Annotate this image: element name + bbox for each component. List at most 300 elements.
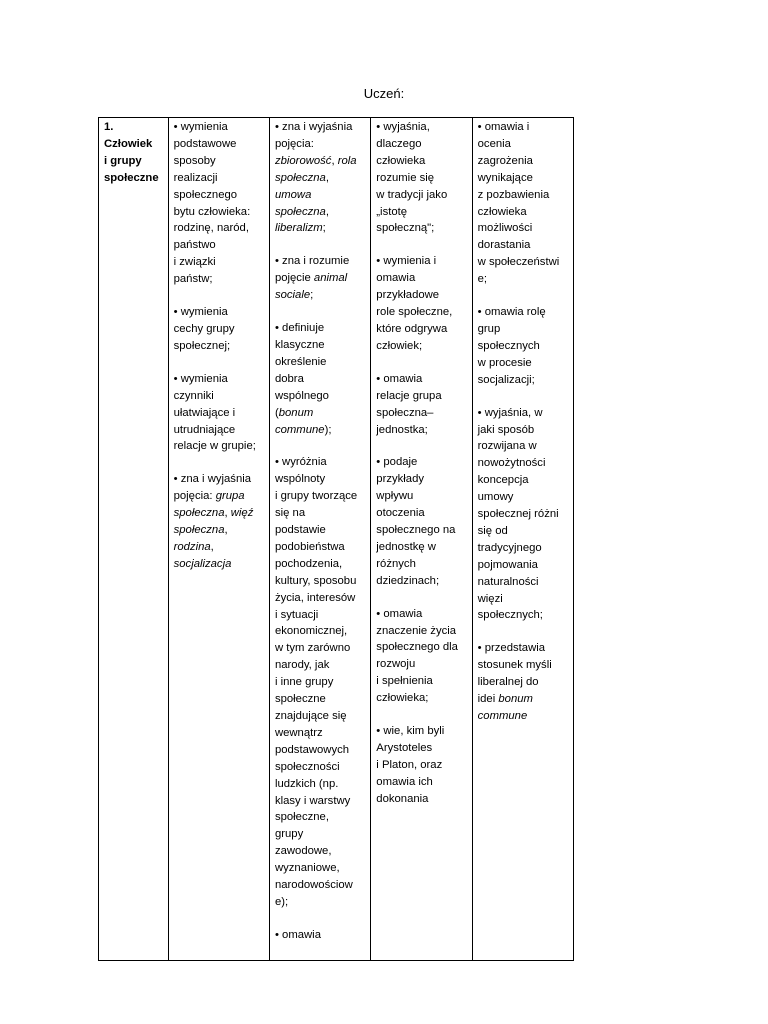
- item-line: [376, 153, 467, 170]
- item-text: przykłady: [376, 473, 425, 486]
- item-line: [275, 793, 366, 810]
- item-text: znaczenie życia: [376, 624, 457, 637]
- requirements-column: [371, 118, 472, 961]
- item-line: [478, 472, 569, 489]
- curriculum-table: [98, 117, 574, 961]
- item-line: [275, 708, 366, 725]
- item-text: pojęcia:: [274, 137, 314, 150]
- item-line: [376, 690, 467, 707]
- item-text: człowieka: [376, 154, 426, 167]
- item-line: [275, 320, 366, 337]
- item-text: państwo: [173, 239, 216, 252]
- item-line: [376, 471, 467, 488]
- item-text: społeczne,: [274, 811, 329, 824]
- list-item: [376, 606, 467, 707]
- item-text: pojęcie: [274, 272, 314, 285]
- item-text: człowieka: [477, 205, 527, 218]
- item-text: które odgrywa: [376, 322, 448, 335]
- item-text: i inne grupy: [274, 676, 334, 689]
- item-line: [376, 338, 467, 355]
- item-text: rodzinę, naród,: [173, 222, 249, 235]
- item-line: [478, 187, 569, 204]
- topic-line: Człowiek: [104, 137, 153, 150]
- item-text: grup: [477, 322, 501, 335]
- item-line: [174, 271, 265, 288]
- item-line: [275, 187, 366, 204]
- item-text: zawodowe,: [274, 845, 332, 858]
- list-item: [174, 371, 265, 456]
- item-line: [478, 220, 569, 237]
- item-line: [275, 405, 366, 422]
- item-text: sposoby: [173, 154, 216, 167]
- item-line: [376, 136, 467, 153]
- item-line: [275, 674, 366, 691]
- item-line: [478, 237, 569, 254]
- item-line: [376, 170, 467, 187]
- item-text: • wymienia i: [376, 255, 437, 268]
- item-text: idei: [477, 693, 499, 706]
- item-line: [478, 254, 569, 271]
- item-text: narodowościow: [274, 879, 353, 892]
- item-text: podstawowe: [173, 137, 237, 150]
- item-text: znajdujące się: [274, 710, 347, 722]
- item-line: [275, 776, 366, 793]
- item-text: • wyróżnia: [274, 456, 327, 469]
- item-line: [275, 471, 366, 488]
- item-line: [376, 204, 467, 221]
- item-text: ;: [310, 289, 314, 302]
- item-text: zagrożenia: [477, 154, 533, 167]
- item-line: [174, 338, 265, 355]
- item-text: • wymienia: [173, 306, 228, 319]
- item-line: [174, 471, 265, 488]
- list-item: [376, 723, 467, 808]
- item-line: [478, 372, 569, 389]
- item-text: rozwijana w: [477, 440, 537, 453]
- item-line: [376, 270, 467, 287]
- item-line: [376, 220, 467, 237]
- item-text: określenie: [274, 355, 327, 368]
- item-text: e;: [477, 273, 488, 286]
- item-line: [275, 170, 366, 187]
- item-text: pojmowania: [477, 558, 538, 571]
- item-line: [174, 187, 265, 204]
- item-text: dorastania: [477, 239, 531, 252]
- item-line: [376, 187, 467, 204]
- item-text: wspólnoty: [274, 473, 326, 486]
- item-text: z pozbawienia: [477, 188, 550, 201]
- item-text: społeczna: [274, 171, 326, 184]
- item-line: [478, 170, 569, 187]
- item-line: [478, 489, 569, 506]
- item-text: rozumie się: [376, 171, 435, 184]
- item-line: [174, 237, 265, 254]
- item-text: człowieka;: [376, 692, 429, 705]
- item-text: społecznych: [477, 339, 540, 352]
- item-text: w procesie: [477, 356, 532, 369]
- item-text: wyznaniowe,: [274, 862, 340, 875]
- item-text: cechy grupy: [173, 322, 235, 335]
- item-line: [376, 774, 467, 791]
- item-line: [275, 204, 366, 221]
- item-text: • omawia: [376, 607, 423, 620]
- item-line: [376, 119, 467, 136]
- item-line: [174, 136, 265, 153]
- item-line: [478, 204, 569, 221]
- item-line: [275, 454, 366, 471]
- item-text: wynikające: [477, 171, 533, 184]
- item-text: • wyjaśnia, w: [477, 406, 543, 419]
- item-text: ułatwiające i: [173, 406, 236, 419]
- item-line: [275, 826, 366, 843]
- item-line: [174, 254, 265, 271]
- item-line: [174, 388, 265, 405]
- item-text: w tradycji jako: [376, 188, 448, 201]
- item-line: [376, 422, 467, 439]
- item-line: [275, 539, 366, 556]
- item-line: [376, 405, 467, 422]
- item-text: rodzina: [173, 540, 211, 553]
- item-line: [376, 606, 467, 623]
- topic-line: społeczne: [104, 171, 159, 184]
- item-text: społecznej różni: [477, 508, 559, 521]
- item-line: [478, 422, 569, 439]
- list-item: [376, 119, 467, 237]
- item-line: [376, 740, 467, 757]
- item-line: [376, 321, 467, 338]
- item-line: [478, 523, 569, 540]
- item-text: umowy: [477, 491, 514, 504]
- item-text: i sytuacji: [274, 608, 319, 621]
- list-item: [376, 371, 467, 439]
- item-text: sociale: [274, 289, 311, 302]
- item-text: i grupy tworzące: [274, 490, 358, 503]
- item-line: [376, 556, 467, 573]
- item-text: bytu człowieka:: [173, 205, 251, 218]
- item-text: możliwości: [477, 222, 533, 235]
- item-line: [478, 153, 569, 170]
- item-text: klasy i warstwy: [274, 794, 351, 807]
- item-line: [478, 304, 569, 321]
- item-line: [478, 540, 569, 557]
- item-line: [275, 505, 366, 522]
- item-line: [275, 556, 366, 573]
- item-text: stosunek myśli: [477, 659, 552, 672]
- item-line: [275, 220, 366, 237]
- item-text: klasyczne: [274, 338, 325, 351]
- item-line: [376, 656, 467, 673]
- item-text: e);: [274, 895, 289, 908]
- item-line: [275, 337, 366, 354]
- item-line: [275, 136, 366, 153]
- item-text: wpływu: [376, 490, 414, 503]
- list-item: [275, 320, 366, 438]
- item-text: socjalizacja: [173, 557, 232, 570]
- item-text: jaki sposób: [477, 423, 535, 436]
- item-line: [275, 287, 366, 304]
- list-item: [478, 640, 569, 725]
- item-line: [376, 623, 467, 640]
- item-text: grupy: [274, 828, 304, 841]
- item-text: grupa: [215, 490, 245, 503]
- item-text: realizacji: [173, 171, 218, 184]
- list-item: [478, 119, 569, 288]
- item-line: [478, 640, 569, 657]
- item-text: ludzkich (np.: [274, 777, 339, 790]
- item-text: dobra: [274, 372, 304, 385]
- item-text: w tym zarówno: [274, 642, 351, 655]
- item-line: [376, 522, 467, 539]
- item-line: [275, 488, 366, 505]
- item-line: [478, 405, 569, 422]
- item-text: tradycyjnego: [477, 541, 542, 554]
- item-text: dlaczego: [376, 137, 422, 150]
- item-line: [275, 927, 366, 944]
- item-line: [174, 556, 265, 573]
- list-item: [275, 253, 366, 304]
- item-text: • omawia i: [477, 121, 530, 133]
- item-text: w społeczeństwi: [477, 256, 560, 269]
- item-line: [275, 573, 366, 590]
- item-text: omawia ich: [376, 775, 433, 788]
- item-line: [478, 355, 569, 372]
- requirements-column: [168, 118, 269, 961]
- item-text: więź: [230, 507, 254, 520]
- item-text: pochodzenia,: [274, 557, 343, 570]
- topic-title: [104, 119, 164, 187]
- item-text: życia, interesów: [274, 591, 356, 604]
- item-line: [275, 522, 366, 539]
- item-text: pojęcia:: [173, 490, 216, 503]
- item-line: [478, 271, 569, 288]
- item-line: [275, 691, 366, 708]
- item-text: • zna i rozumie: [274, 255, 350, 268]
- list-item: [174, 471, 265, 572]
- item-line: [376, 454, 467, 471]
- item-text: • wyjaśnia,: [376, 121, 430, 133]
- item-text: naturalności: [477, 575, 539, 588]
- item-line: [376, 673, 467, 690]
- item-text: podobieństwa: [274, 540, 345, 553]
- item-line: [478, 338, 569, 355]
- item-text: commune: [274, 423, 325, 436]
- item-line: [275, 270, 366, 287]
- item-line: [174, 488, 265, 505]
- item-line: [376, 723, 467, 740]
- item-line: [478, 574, 569, 591]
- item-text: ,: [210, 540, 214, 553]
- item-line: [174, 405, 265, 422]
- item-line: [376, 287, 467, 304]
- item-text: społecznego na: [376, 524, 456, 537]
- item-line: [478, 607, 569, 624]
- item-text: umowa: [274, 188, 312, 201]
- item-text: wewnątrz: [274, 726, 323, 739]
- item-line: [275, 860, 366, 877]
- item-line: [174, 304, 265, 321]
- item-text: zbiorowość: [274, 154, 332, 167]
- item-text: społecznego dla: [376, 641, 458, 654]
- item-line: [275, 877, 366, 894]
- item-text: ,: [325, 205, 329, 218]
- item-line: [275, 843, 366, 860]
- item-text: człowiek;: [376, 339, 423, 352]
- item-text: się od: [477, 524, 508, 537]
- item-line: [174, 153, 265, 170]
- item-text: czynniki: [173, 389, 214, 402]
- item-text: liberalnej do: [477, 676, 539, 689]
- table-row: [99, 118, 574, 961]
- list-item: [174, 304, 265, 355]
- item-text: socjalizacji;: [477, 373, 535, 386]
- item-line: [275, 590, 366, 607]
- item-text: „istotę: [376, 205, 408, 218]
- item-line: [478, 438, 569, 455]
- item-line: [174, 170, 265, 187]
- item-line: [478, 591, 569, 608]
- item-text: społeczna: [173, 507, 225, 520]
- item-text: społeczności: [274, 760, 340, 773]
- item-text: rozwoju: [376, 658, 416, 671]
- topic-line: i grupy: [104, 154, 142, 167]
- item-text: narody, jak: [274, 659, 330, 672]
- item-text: liberalizm: [274, 222, 323, 235]
- item-text: omawia: [376, 272, 416, 285]
- item-text: otoczenia: [376, 507, 425, 520]
- list-item: [376, 253, 467, 354]
- list-item: [174, 119, 265, 288]
- item-text: commune: [477, 710, 528, 722]
- item-text: • wie, kim byli: [376, 725, 445, 738]
- item-text: podstawowych: [274, 743, 350, 756]
- item-text: społecznej;: [173, 339, 231, 352]
- item-line: [376, 505, 467, 522]
- item-line: [376, 539, 467, 556]
- item-line: [478, 321, 569, 338]
- item-text: społeczna: [173, 524, 225, 537]
- item-line: [275, 422, 366, 439]
- item-text: • podaje: [376, 456, 418, 469]
- item-line: [174, 220, 265, 237]
- item-text: • zna i wyjaśnia: [274, 121, 353, 133]
- item-line: [478, 119, 569, 136]
- item-line: [376, 791, 467, 808]
- item-line: [478, 674, 569, 691]
- item-line: [174, 204, 265, 221]
- item-text: państw;: [173, 273, 213, 286]
- item-text: • definiuje: [274, 322, 325, 335]
- item-line: [478, 136, 569, 153]
- item-text: jednostkę w: [376, 540, 436, 553]
- item-text: ,: [331, 154, 338, 167]
- item-line: [174, 371, 265, 388]
- item-line: [275, 354, 366, 371]
- item-line: [275, 742, 366, 759]
- item-text: koncepcja: [477, 474, 529, 487]
- item-text: utrudniające: [173, 423, 236, 436]
- item-text: i spełnienia: [376, 675, 433, 688]
- list-item: [478, 304, 569, 389]
- item-text: jednostka;: [376, 423, 428, 436]
- item-line: [275, 640, 366, 657]
- item-text: ekonomicznej,: [274, 625, 348, 638]
- item-text: • omawia rolę: [477, 306, 546, 319]
- item-text: rola: [337, 154, 357, 167]
- item-text: (: [274, 406, 279, 419]
- item-text: nowożytności: [477, 457, 546, 470]
- item-line: [174, 522, 265, 539]
- item-text: role społeczne,: [376, 306, 453, 319]
- list-item: [275, 454, 366, 910]
- item-text: wspólnego: [274, 389, 329, 402]
- item-text: i Platon, oraz: [376, 758, 443, 771]
- item-line: [275, 371, 366, 388]
- item-line: [376, 253, 467, 270]
- item-text: bonum: [498, 693, 533, 706]
- item-text: się na: [274, 507, 306, 520]
- item-line: [275, 894, 366, 911]
- item-line: [376, 371, 467, 388]
- topic-line: 1.: [104, 121, 114, 133]
- item-line: [275, 623, 366, 640]
- item-text: społeczne: [274, 693, 326, 706]
- requirements-column: [472, 118, 573, 961]
- item-text: • wymienia: [173, 372, 228, 385]
- item-line: [478, 557, 569, 574]
- item-line: [478, 506, 569, 523]
- item-line: [478, 691, 569, 708]
- item-text: i związki: [173, 256, 216, 269]
- item-text: kultury, sposobu: [274, 574, 357, 587]
- item-text: dokonania: [376, 792, 429, 805]
- item-line: [174, 422, 265, 439]
- item-line: [275, 725, 366, 742]
- item-text: Arystoteles: [376, 742, 433, 754]
- list-item: [478, 405, 569, 625]
- item-text: relacje w grupie;: [173, 440, 256, 453]
- item-line: [275, 607, 366, 624]
- item-text: );: [324, 423, 332, 436]
- item-text: społeczna: [274, 205, 326, 218]
- item-text: ,: [224, 524, 228, 537]
- item-line: [174, 321, 265, 338]
- item-line: [275, 253, 366, 270]
- item-text: społecznego: [173, 188, 238, 201]
- item-line: [376, 388, 467, 405]
- list-item: [275, 927, 366, 944]
- item-line: [478, 455, 569, 472]
- item-line: [174, 505, 265, 522]
- item-line: [275, 809, 366, 826]
- item-line: [376, 488, 467, 505]
- item-text: • wymienia: [173, 121, 228, 133]
- item-line: [376, 573, 467, 590]
- item-text: ;: [322, 222, 326, 235]
- item-line: [275, 153, 366, 170]
- item-text: relacje grupa: [376, 389, 442, 402]
- item-line: [275, 388, 366, 405]
- item-text: społecznych;: [477, 609, 543, 622]
- list-item: [275, 119, 366, 237]
- item-line: [275, 657, 366, 674]
- page-heading: Uczeń:: [363, 86, 405, 101]
- item-line: [478, 708, 569, 725]
- item-line: [174, 119, 265, 136]
- item-line: [275, 759, 366, 776]
- item-line: [376, 639, 467, 656]
- list-item: [376, 454, 467, 589]
- item-line: [478, 657, 569, 674]
